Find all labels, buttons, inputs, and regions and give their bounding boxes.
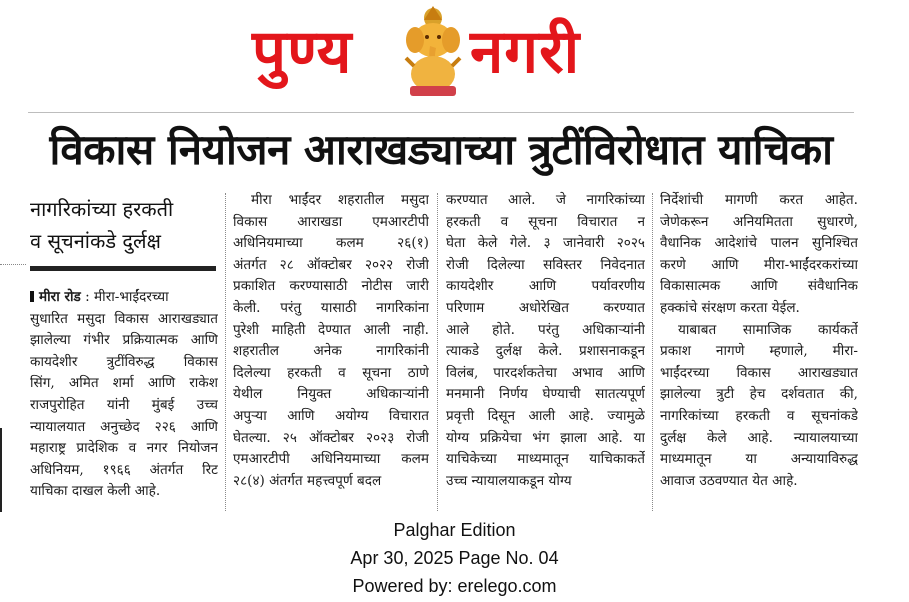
article-line: याबाबत सामाजिक कार्यकर्ते xyxy=(678,321,858,338)
article-line: मीरा भाईंदर शहरातील मसुदा xyxy=(251,192,429,208)
divider xyxy=(0,264,26,265)
article-line: शहरातील अनेक नागरिकांनी xyxy=(233,343,429,360)
article-line: एमआरटीपी अधिनियमाच्या कलम xyxy=(233,451,429,468)
masthead xyxy=(0,0,909,112)
article-line: सुधारित मसुदा विकास आराखड्यात xyxy=(30,310,218,327)
article-line: अधिनियमाच्या कलम २६(१) xyxy=(233,235,429,252)
article-line: विकास आराखडा एमआरटीपी xyxy=(233,213,429,230)
article-line: रोजी दिलेल्या सविस्तर निवेदनात xyxy=(446,256,645,273)
article-line: नागरिकांच्या हरकती व सूचनांकडे xyxy=(660,407,858,424)
article-line: घेता केले गेले. ३ जानेवारी २०२५ xyxy=(446,235,645,252)
article-line: येथील नियुक्त अधिकाऱ्यांनी xyxy=(233,386,429,403)
article-line: २८(४) अंतर्गत महत्त्वपूर्ण बदल xyxy=(233,472,382,489)
article-line: मनमानी निर्णय घेण्याची सातत्यपूर्ण xyxy=(446,386,645,403)
column-divider xyxy=(437,193,438,511)
date-page-label: Apr 30, 2025 Page No. 04 xyxy=(350,548,559,568)
article-line: सिंग, अमित शर्मा आणि राकेश xyxy=(30,375,218,392)
powered-by-link[interactable]: Powered by: erelego.com xyxy=(352,576,557,596)
article-line: राजपुरोहित यांनी मुंबई उच्च xyxy=(30,396,218,413)
article-line: निर्देशांची मागणी करत आहेत. xyxy=(660,192,858,208)
article-column-4 xyxy=(660,190,858,492)
masthead-divider xyxy=(28,112,854,113)
article-line: योग्य प्रक्रियेचा भंग झाला आहे. या xyxy=(446,429,645,446)
article-line: झालेल्या गंभीर प्रक्रियात्मक आणि xyxy=(30,332,218,349)
article-line: आवाज उठवण्यात येत आहे. xyxy=(660,472,798,489)
page-edge-mark xyxy=(0,428,2,512)
headline: विकास नियोजन आराखड्याच्या त्रुटींविरोधात याचिका xyxy=(49,125,833,174)
article-line: कायदेशीर त्रुटींविरुद्ध विकास xyxy=(30,353,218,370)
article-line xyxy=(30,287,218,309)
article-line: जेणेकरून अनियमितता सुधारणे, xyxy=(660,213,858,230)
column-divider xyxy=(652,193,653,511)
article-line: याचिका दाखल केली आहे. xyxy=(30,483,161,500)
article-column-3 xyxy=(446,190,645,492)
article-line: करण्यात आले. जे नागरिकांच्या xyxy=(446,192,645,208)
ganesha-icon xyxy=(400,4,466,100)
masthead-title-left: पुण्य xyxy=(252,17,353,87)
article-line: प्रकाश नागणे म्हणाले, मीरा- xyxy=(660,343,858,360)
subheadline-underline xyxy=(30,266,216,271)
article-line: अपुऱ्या आणि अयोग्य विचारात xyxy=(233,407,429,424)
article-line: अधिनियम, १९६६ अंतर्गत रिट xyxy=(30,461,218,478)
article-line: याचिकेच्या माध्यमातून याचिकाकर्ते xyxy=(446,451,645,468)
article-line: झालेल्या त्रुटी हेच दर्शवतात की, xyxy=(660,386,858,403)
article-line: विलंब, पारदर्शकतेचा अभाव आणि xyxy=(446,364,645,381)
article-line: वैधानिक आदेशांचे पालन सुनिश्चित xyxy=(660,235,858,252)
article-line: भाईंदरच्या विकास आराखड्यात xyxy=(660,364,858,381)
article-line: करणे आणि मीरा-भाईंदरकरांच्या xyxy=(660,256,858,273)
subheadline-line: व सूचनांकडे दुर्लक्ष xyxy=(30,229,161,253)
article-line: पुरेशी माहिती देण्यात आली नाही. xyxy=(233,321,429,338)
dateline-square-icon xyxy=(30,291,34,302)
article-line: विकासात्मक आणि संवैधानिक xyxy=(660,278,858,295)
article-line: दिलेल्या हरकती व सूचना ठाणे xyxy=(233,364,429,381)
masthead-title-right: नगरी xyxy=(470,17,581,87)
article-line: प्रवृत्ती दिसून आली आहे. ज्यामुळे xyxy=(446,407,645,424)
subheadline xyxy=(30,193,216,257)
edition-label: Palghar Edition xyxy=(393,520,516,540)
dateline: मीरा रोड xyxy=(39,289,81,305)
article-line: परिणाम अधोरेखित करण्यात xyxy=(446,299,645,316)
article-line: आले होते. परंतु अधिकाऱ्यांनी xyxy=(446,321,645,338)
article-column-2 xyxy=(233,190,429,492)
article-line: घेतल्या. २५ ऑक्टोबर २०२३ रोजी xyxy=(233,429,429,446)
article-line: हरकती व सूचना विचारात न xyxy=(446,213,645,230)
subheadline-line: नागरिकांच्या हरकती xyxy=(30,197,174,221)
footer xyxy=(0,516,909,600)
article-line: उच्च न्यायालयाकडून योग्य xyxy=(446,472,572,489)
column-divider xyxy=(225,193,226,511)
article-line: त्याकडे दुर्लक्ष केले. प्रशासनाकडून xyxy=(446,343,645,360)
article-line: प्रकाशित करण्यासाठी नोटीस जारी xyxy=(233,278,429,295)
article-line: कायदेशीर आणि पर्यावरणीय xyxy=(446,278,645,295)
article-line: हक्कांचे संरक्षण करता येईल. xyxy=(660,299,800,316)
article-line: दुर्लक्ष केले आहे. न्यायालयाच्या xyxy=(660,429,858,446)
article-line: माध्यमातून या अन्यायाविरुद्ध xyxy=(660,451,858,468)
article-column-1 xyxy=(30,287,218,503)
article-line: महाराष्ट्र प्रादेशिक व नगर नियोजन xyxy=(30,440,218,457)
article-line: अंतर्गत २८ ऑक्टोबर २०२२ रोजी xyxy=(233,256,429,273)
article-text: : मीरा-भाईंदरच्या xyxy=(85,289,169,305)
article-line: न्यायालयात अनुच्छेद २२६ आणि xyxy=(30,418,218,435)
article-line: केली. परंतु यासाठी नागरिकांना xyxy=(233,299,429,316)
